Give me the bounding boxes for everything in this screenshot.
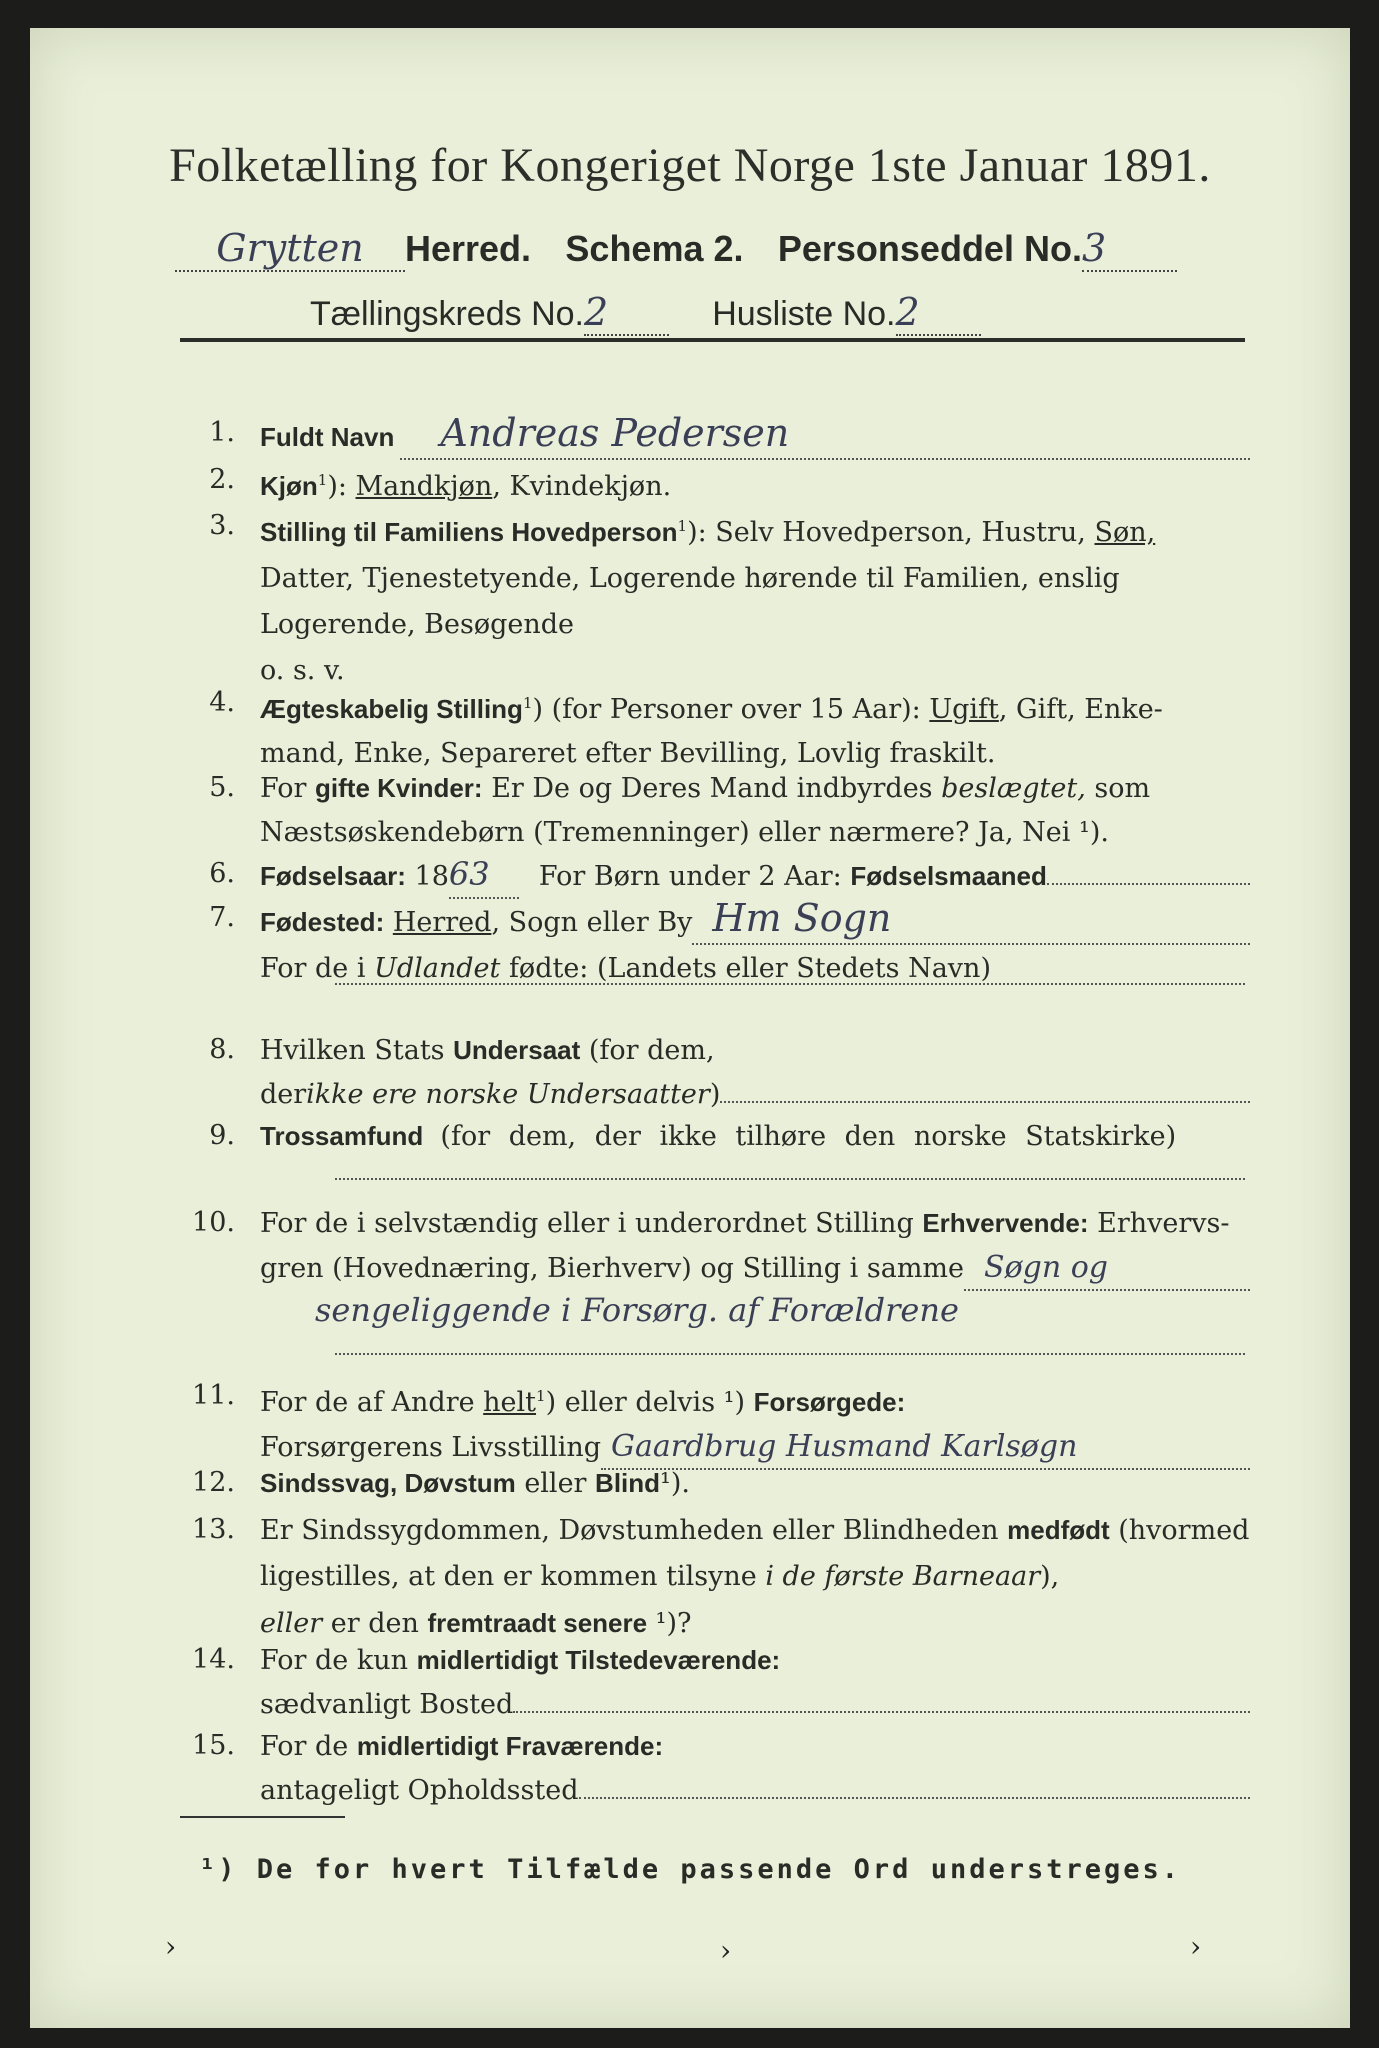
personseddel-label: Personseddel No. [777,228,1082,269]
erhverv-line-3 [335,1353,1245,1355]
header-rule [180,338,1245,342]
erhverv-line-2 [315,1290,1250,1333]
son-underlined: Søn, [1094,517,1156,548]
form-title: Folketælling for Kongeriget Norge 1ste Januar 1891. [169,139,1211,192]
census-form: Folketælling for Kongeriget Norge 1ste Januar 1891. Grytten Herred. Schema 2. Personseddel No.3 Tællingskreds No.2 Husliste No.2 1. Fuldt Navn Andreas Pedersen 2. Kjøn$^1$): Mandkjøn, Kvindekjøn. 3. Stilling til Familiens Hovedperson$^1$): Selv Hovedperson, Hustru, Søn, Datter, Tjenestetyende, Logerende hørende til Familien, enslig Logerende, Besøgende o. s. v. 4. Ægteskabelig Stilling$^1$) (for Personer over 15 Aar): Ugift, Gift, Enke- mand, Enke, Separeret efter Bevilling, Lovlig fraskilt. 5. For gifte Kvinder: Er De og Deres Mand indbyrdes beslægtet, som Næstsøskendebørn (Tremenninger) eller nærmere? Ja, Nei ¹). 6. Fødselsaar: 18 63 For Børn under 2 Aar: Fødselsmaaned 7. Fødested: Herred , Sogn eller By Hm Sogn For de i Udlandet fødte: (Landets eller Stedets Navn) 8. Hvilken Stats Undersaat (for dem, der ikke ere norske Undersaatter ) 9. Trossamfund (for dem, der ikke tilhøre den norske Statskirke) 10. For de i selvstændig eller i underordnet Stilling Erhvervende: Erhvervs- gren (Hovednæring, Bierhverv) og Stilling i samme Søgn og sengeliggende i Forsørg. af Forældrene 11. For de af Andre helt$^1$) eller delvis ¹) Forsørgede: Forsørgerens Livsstilling Gaardbrug Husmand Karlsøgn 12. Sindssvag, Døvstum eller Blind¹). 13. Er Sindssygdommen, Døvstumheden eller Blindheden medfødt (hvormed ligestilles, at den er kommen tilsyne i de første Barneaar), eller er den fremtraadt senere ¹)? 14. For de kun midlertidigt Tilstedeværende: sædvanligt Bosted 15. For de midlertidigt Fraværende: antageligt Opholdssted ¹) De for hvert Tilfælde passende Ord understreges. › › › [30,28,1350,2028]
kreds-row [310,290,1210,336]
schema-label: Schema 2. [565,228,744,269]
footnote: ¹) De for hvert Tilfælde passende Ord understreges. [198,1854,1182,1885]
fodested-value: Hm Sogn [712,896,892,940]
trossamfund-line [335,1178,1245,1180]
herred-row [175,226,1255,272]
center-mark: › [720,1934,732,1967]
fodested-line [335,983,1245,985]
erhverv-value-2: sengeliggende i Forsørg. af Forældrene [315,1291,959,1329]
mandkjon-underlined: Mandkjøn [355,471,493,502]
husliste-value: 2 [895,290,920,334]
corner-mark-left: › [165,1930,177,1963]
herred-value: Grytten [216,226,364,270]
kreds-value: 2 [583,290,609,334]
footnote-rule [180,1816,345,1818]
herred-label: Herred. [405,228,532,269]
corner-mark-right: › [1190,1930,1202,1963]
personseddel-value: 3 [1081,226,1107,270]
fuldt-navn-label: Fuldt Navn [260,422,395,452]
erhverv-value-1: Søgn og [984,1250,1108,1285]
forsorger-value: Gaardbrug Husmand Karlsøgn [611,1429,1078,1464]
ugift-underlined: Ugift [929,694,999,725]
fodselsaar-value: 63 [448,855,490,893]
fuldt-navn-value: Andreas Pedersen [440,411,790,455]
kreds-label: Tællingskreds No. [310,295,584,333]
husliste-label: Husliste No. [712,295,896,333]
item-1: 1. Fuldt Navn Andreas Pedersen [175,413,1250,453]
